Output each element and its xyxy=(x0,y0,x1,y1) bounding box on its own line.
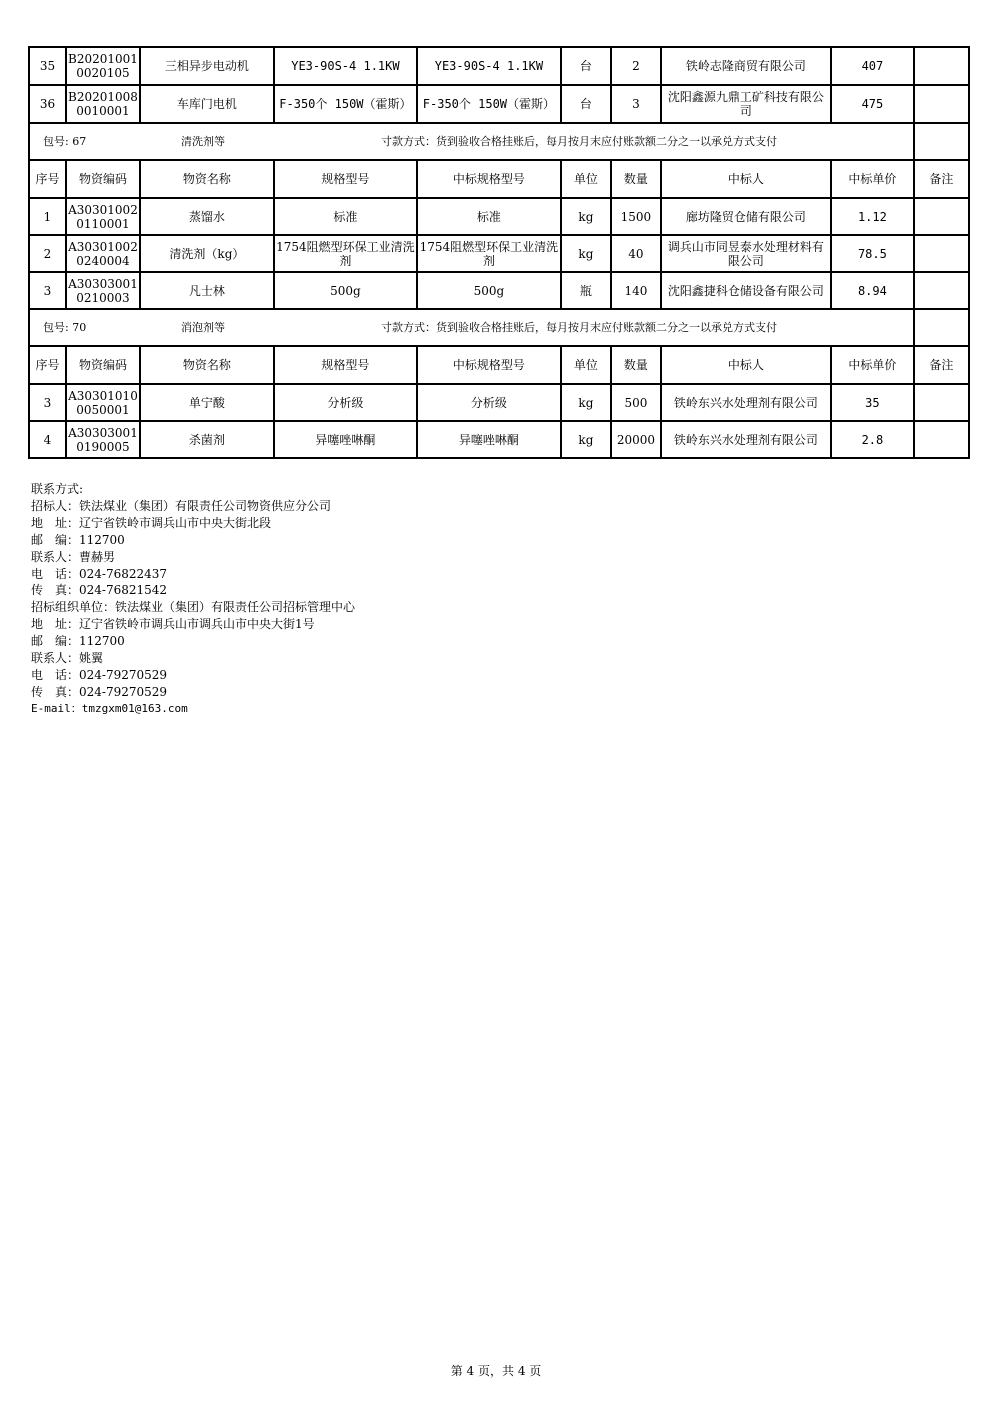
winner: 调兵山市同昱泰水处理材料有限公司 xyxy=(661,235,831,272)
unit-price: 78.5 xyxy=(831,235,914,272)
column-header: 单位 xyxy=(561,346,611,384)
column-header: 中标规格型号 xyxy=(417,160,561,198)
package-number: 包号: 70 xyxy=(43,320,87,334)
row-number: 1 xyxy=(29,198,66,235)
unit: kg xyxy=(561,384,611,421)
bid-spec: 500g xyxy=(417,272,561,309)
remark xyxy=(914,198,969,235)
spec: F-350个 150W（霍斯） xyxy=(274,85,417,123)
contact-line: 地 址：辽宁省铁岭市调兵山市中央大街北段 xyxy=(31,515,272,530)
material-code: A30301010 0050001 xyxy=(66,384,140,421)
unit: 瓶 xyxy=(561,272,611,309)
unit-price: 2.8 xyxy=(831,421,914,458)
table-row xyxy=(29,421,969,458)
remark xyxy=(914,272,969,309)
winner: 铁岭志隆商贸有限公司 xyxy=(661,47,831,85)
unit-price: 1.12 xyxy=(831,198,914,235)
package-row xyxy=(29,123,969,160)
quantity: 2 xyxy=(611,47,661,85)
winner: 铁岭东兴水处理剂有限公司 xyxy=(661,384,831,421)
header-row xyxy=(29,160,969,198)
material-code: A30301002 0110001 xyxy=(66,198,140,235)
bid-spec: 异噻唑啉酮 xyxy=(417,421,561,458)
package-remark xyxy=(914,309,969,346)
bid-spec: 标准 xyxy=(417,198,561,235)
package-info xyxy=(29,123,914,160)
bid-spec: 1754阻燃型环保工业清洗剂 xyxy=(417,235,561,272)
quantity: 3 xyxy=(611,85,661,123)
column-header: 规格型号 xyxy=(274,160,417,198)
spec: 分析级 xyxy=(274,384,417,421)
bid-spec: YE3-90S-4 1.1KW xyxy=(417,47,561,85)
material-name: 三相异步电动机 xyxy=(140,47,274,85)
bid-result-table xyxy=(28,46,970,459)
column-header: 数量 xyxy=(611,160,661,198)
bid-spec: 分析级 xyxy=(417,384,561,421)
material-code: A30303001 0210003 xyxy=(66,272,140,309)
spec: 标准 xyxy=(274,198,417,235)
quantity: 140 xyxy=(611,272,661,309)
table-row xyxy=(29,235,969,272)
column-header: 中标人 xyxy=(661,346,831,384)
table-row xyxy=(29,272,969,309)
column-header: 物资名称 xyxy=(140,346,274,384)
contact-line: 地 址：辽宁省铁岭市调兵山市调兵山市中央大街1号 xyxy=(31,617,315,632)
table-row xyxy=(29,384,969,421)
material-name: 清洗剂（kg） xyxy=(140,235,274,272)
material-code: A30303001 0190005 xyxy=(66,421,140,458)
winner: 沈阳鑫捷科仓储设备有限公司 xyxy=(661,272,831,309)
column-header: 物资编码 xyxy=(66,160,140,198)
table-row xyxy=(29,198,969,235)
contact-line: 传 真：024-79270529 xyxy=(31,684,168,699)
remark xyxy=(914,421,969,458)
winner: 沈阳鑫源九鼎工矿科技有限公司 xyxy=(661,85,831,123)
package-number: 包号: 67 xyxy=(43,134,87,148)
payment-terms: 寸款方式：货到验收合格挂账后，每月按月末应付账款额二分之一以承兑方式支付 xyxy=(381,134,777,148)
package-remark xyxy=(914,123,969,160)
contact-heading: 联系方式: xyxy=(31,482,84,496)
unit: kg xyxy=(561,198,611,235)
column-header: 中标单价 xyxy=(831,346,914,384)
column-header: 中标规格型号 xyxy=(417,346,561,384)
unit-price: 475 xyxy=(831,85,914,123)
remark xyxy=(914,384,969,421)
winner: 廊坊隆贸仓储有限公司 xyxy=(661,198,831,235)
column-header: 物资名称 xyxy=(140,160,274,198)
quantity: 40 xyxy=(611,235,661,272)
column-header: 备注 xyxy=(914,160,969,198)
package-info xyxy=(29,309,914,346)
spec: 500g xyxy=(274,272,417,309)
unit: 台 xyxy=(561,47,611,85)
column-header: 单位 xyxy=(561,160,611,198)
spec: 1754阻燃型环保工业清洗剂 xyxy=(274,235,417,272)
quantity: 20000 xyxy=(611,421,661,458)
header-row xyxy=(29,346,969,384)
row-number: 36 xyxy=(29,85,66,123)
contact-line: 联系人：曹赫男 xyxy=(31,549,116,564)
remark xyxy=(914,235,969,272)
quantity: 1500 xyxy=(611,198,661,235)
winner: 铁岭东兴水处理剂有限公司 xyxy=(661,421,831,458)
material-name: 单宁酸 xyxy=(140,384,274,421)
spec: 异噻唑啉酮 xyxy=(274,421,417,458)
contact-line: 邮 编：112700 xyxy=(31,532,125,547)
row-number: 35 xyxy=(29,47,66,85)
package-name: 清洗剂等 xyxy=(181,134,225,148)
column-header: 序号 xyxy=(29,160,66,198)
column-header: 中标单价 xyxy=(831,160,914,198)
material-code: A30301002 0240004 xyxy=(66,235,140,272)
contact-email: E-mail：tmzgxm01@163.com xyxy=(31,701,188,715)
row-number: 3 xyxy=(29,272,66,309)
contact-line: 联系人：姚翼 xyxy=(31,651,104,666)
unit: kg xyxy=(561,421,611,458)
column-header: 序号 xyxy=(29,346,66,384)
package-row xyxy=(29,309,969,346)
contact-line: 邮 编：112700 xyxy=(31,634,125,649)
remark xyxy=(914,47,969,85)
quantity: 500 xyxy=(611,384,661,421)
payment-terms: 寸款方式：货到验收合格挂账后，每月按月末应付账款额二分之一以承兑方式支付 xyxy=(381,320,777,334)
material-name: 杀菌剂 xyxy=(140,421,274,458)
row-number: 3 xyxy=(29,384,66,421)
spec: YE3-90S-4 1.1KW xyxy=(274,47,417,85)
contact-line: 传 真：024-76821542 xyxy=(31,583,168,598)
material-name: 蒸馏水 xyxy=(140,198,274,235)
unit-price: 8.94 xyxy=(831,272,914,309)
row-number: 4 xyxy=(29,421,66,458)
material-name: 凡士林 xyxy=(140,272,274,309)
column-header: 数量 xyxy=(611,346,661,384)
material-name: 车库门电机 xyxy=(140,85,274,123)
bid-spec: F-350个 150W（霍斯） xyxy=(417,85,561,123)
column-header: 规格型号 xyxy=(274,346,417,384)
column-header: 物资编码 xyxy=(66,346,140,384)
row-number: 2 xyxy=(29,235,66,272)
unit: kg xyxy=(561,235,611,272)
unit: 台 xyxy=(561,85,611,123)
contact-line: 招标人：铁法煤业（集团）有限责任公司物资供应分公司 xyxy=(31,498,332,513)
table-row xyxy=(29,85,969,123)
material-code: B20201001 0020105 xyxy=(66,47,140,85)
package-name: 消泡剂等 xyxy=(181,320,225,334)
column-header: 备注 xyxy=(914,346,969,384)
contact-line: 电 话：024-79270529 xyxy=(31,667,168,682)
unit-price: 407 xyxy=(831,47,914,85)
unit-price: 35 xyxy=(831,384,914,421)
contact-line: 电 话：024-76822437 xyxy=(31,566,168,581)
material-code: B20201008 0010001 xyxy=(66,85,140,123)
remark xyxy=(914,85,969,123)
contact-line: 招标组织单位：铁法煤业（集团）有限责任公司招标管理中心 xyxy=(31,600,356,615)
page-number: 第 4 页，共 4 页 xyxy=(450,1364,542,1378)
contact-info xyxy=(31,481,355,718)
table-row xyxy=(29,47,969,85)
column-header: 中标人 xyxy=(661,160,831,198)
